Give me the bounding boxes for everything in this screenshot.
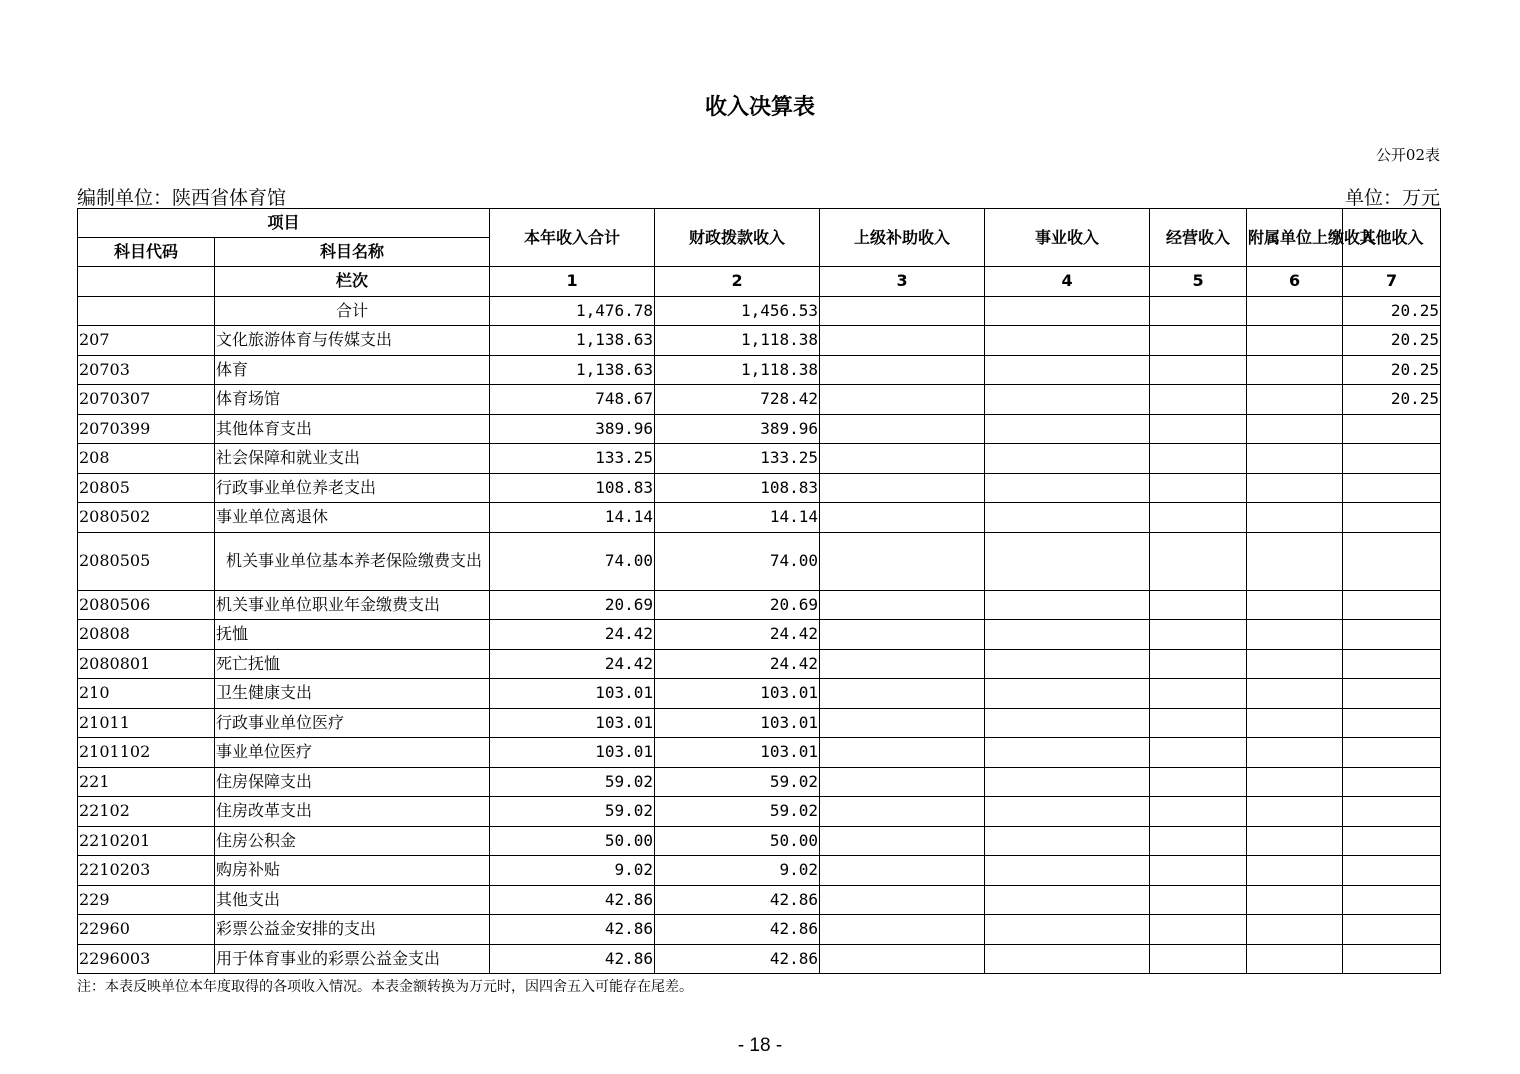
row-operating — [1150, 620, 1247, 650]
table-row — [78, 444, 1441, 474]
row-name: 事业单位离退休 — [215, 503, 490, 533]
row-fiscal: 20.69 — [655, 590, 820, 620]
row-business — [985, 532, 1150, 590]
row-name: 住房公积金 — [215, 826, 490, 856]
row-code: 210 — [78, 679, 215, 709]
row-total: 42.86 — [490, 944, 655, 974]
row-fiscal: 74.00 — [655, 532, 820, 590]
row-affiliated — [1247, 826, 1343, 856]
row-total: 14.14 — [490, 503, 655, 533]
row-other: 20.25 — [1343, 385, 1441, 415]
header-other: 其他收入 — [1343, 209, 1441, 267]
row-name: 文化旅游体育与传媒支出 — [215, 326, 490, 356]
row-name: 死亡抚恤 — [215, 649, 490, 679]
row-total: 42.86 — [490, 915, 655, 945]
row-total: 103.01 — [490, 738, 655, 768]
row-business — [985, 444, 1150, 474]
row-operating — [1150, 444, 1247, 474]
table-row — [78, 679, 1441, 709]
form-number: 公开02表 — [1375, 146, 1440, 164]
row-fiscal: 108.83 — [655, 473, 820, 503]
row-affiliated — [1247, 503, 1343, 533]
row-other — [1343, 797, 1441, 827]
row-total: 103.01 — [490, 708, 655, 738]
row-operating — [1150, 944, 1247, 974]
row-total: 1,138.63 — [490, 355, 655, 385]
table-row — [78, 826, 1441, 856]
row-other: 20.25 — [1343, 355, 1441, 385]
row-affiliated — [1247, 414, 1343, 444]
row-operating — [1150, 503, 1247, 533]
row-total: 59.02 — [490, 767, 655, 797]
header-superior: 上级补助收入 — [820, 209, 985, 267]
header-project: 项目 — [78, 209, 490, 238]
row-name: 抚恤 — [215, 620, 490, 650]
total-total: 1,476.78 — [490, 296, 655, 326]
header-business: 事业收入 — [985, 209, 1150, 267]
row-total: 9.02 — [490, 856, 655, 886]
row-superior — [820, 590, 985, 620]
row-fiscal: 1,118.38 — [655, 355, 820, 385]
col-num: 3 — [820, 267, 985, 297]
col-label: 栏次 — [215, 267, 490, 297]
row-affiliated — [1247, 915, 1343, 945]
row-code: 2296003 — [78, 944, 215, 974]
row-superior — [820, 503, 985, 533]
row-other — [1343, 590, 1441, 620]
row-other — [1343, 503, 1441, 533]
row-business — [985, 649, 1150, 679]
table-row — [78, 326, 1441, 356]
row-operating — [1150, 915, 1247, 945]
total-other: 20.25 — [1343, 296, 1441, 326]
row-other — [1343, 885, 1441, 915]
row-code: 21011 — [78, 708, 215, 738]
row-superior — [820, 620, 985, 650]
row-fiscal: 24.42 — [655, 620, 820, 650]
org-label: 编制单位：陕西省体育馆 — [77, 187, 287, 209]
row-operating — [1150, 590, 1247, 620]
row-affiliated — [1247, 444, 1343, 474]
row-total: 133.25 — [490, 444, 655, 474]
row-superior — [820, 532, 985, 590]
row-fiscal: 103.01 — [655, 738, 820, 768]
row-name: 行政事业单位医疗 — [215, 708, 490, 738]
row-affiliated — [1247, 856, 1343, 886]
row-other — [1343, 532, 1441, 590]
row-name: 社会保障和就业支出 — [215, 444, 490, 474]
row-operating — [1150, 767, 1247, 797]
row-name: 体育场馆 — [215, 385, 490, 415]
row-business — [985, 473, 1150, 503]
row-affiliated — [1247, 767, 1343, 797]
row-business — [985, 503, 1150, 533]
row-other — [1343, 473, 1441, 503]
row-operating — [1150, 679, 1247, 709]
row-total: 74.00 — [490, 532, 655, 590]
row-operating — [1150, 856, 1247, 886]
table-row — [78, 797, 1441, 827]
row-fiscal: 389.96 — [655, 414, 820, 444]
row-fiscal: 103.01 — [655, 708, 820, 738]
header-name: 科目名称 — [215, 238, 490, 267]
row-other — [1343, 620, 1441, 650]
row-total: 108.83 — [490, 473, 655, 503]
row-business — [985, 708, 1150, 738]
row-affiliated — [1247, 679, 1343, 709]
col-num: 6 — [1247, 267, 1343, 297]
row-code: 207 — [78, 326, 215, 356]
row-business — [985, 326, 1150, 356]
row-fiscal: 50.00 — [655, 826, 820, 856]
row-other — [1343, 738, 1441, 768]
row-name: 其他体育支出 — [215, 414, 490, 444]
row-code: 229 — [78, 885, 215, 915]
row-affiliated — [1247, 708, 1343, 738]
row-affiliated — [1247, 473, 1343, 503]
col-num: 1 — [490, 267, 655, 297]
row-superior — [820, 414, 985, 444]
row-code: 2070399 — [78, 414, 215, 444]
row-name: 事业单位医疗 — [215, 738, 490, 768]
row-code: 22960 — [78, 915, 215, 945]
row-code: 20805 — [78, 473, 215, 503]
row-name: 体育 — [215, 355, 490, 385]
row-total: 389.96 — [490, 414, 655, 444]
row-name: 用于体育事业的彩票公益金支出 — [215, 944, 490, 974]
row-total: 24.42 — [490, 620, 655, 650]
row-other — [1343, 915, 1441, 945]
row-fiscal: 59.02 — [655, 797, 820, 827]
row-other — [1343, 679, 1441, 709]
row-affiliated — [1247, 355, 1343, 385]
row-fiscal: 103.01 — [655, 679, 820, 709]
row-superior — [820, 355, 985, 385]
row-affiliated — [1247, 385, 1343, 415]
row-fiscal: 728.42 — [655, 385, 820, 415]
table-row — [78, 944, 1441, 974]
row-operating — [1150, 326, 1247, 356]
row-code: 208 — [78, 444, 215, 474]
row-code: 2080505 — [78, 532, 215, 590]
col-num: 2 — [655, 267, 820, 297]
row-code: 221 — [78, 767, 215, 797]
table-row — [78, 355, 1441, 385]
row-other — [1343, 708, 1441, 738]
row-fiscal: 133.25 — [655, 444, 820, 474]
row-fiscal: 1,118.38 — [655, 326, 820, 356]
row-code: 2080506 — [78, 590, 215, 620]
row-superior — [820, 444, 985, 474]
row-affiliated — [1247, 326, 1343, 356]
row-fiscal: 42.86 — [655, 944, 820, 974]
row-operating — [1150, 355, 1247, 385]
table-row — [78, 708, 1441, 738]
row-code: 20808 — [78, 620, 215, 650]
row-affiliated — [1247, 944, 1343, 974]
row-operating — [1150, 414, 1247, 444]
row-operating — [1150, 473, 1247, 503]
row-other — [1343, 767, 1441, 797]
row-name: 机关事业单位基本养老保险缴费支出 — [215, 532, 490, 590]
table-row — [78, 590, 1441, 620]
row-other — [1343, 649, 1441, 679]
row-code: 2101102 — [78, 738, 215, 768]
table-row — [78, 856, 1441, 886]
row-fiscal: 9.02 — [655, 856, 820, 886]
row-affiliated — [1247, 797, 1343, 827]
row-name: 其他支出 — [215, 885, 490, 915]
row-operating — [1150, 797, 1247, 827]
table-row — [78, 738, 1441, 768]
row-code: 2210203 — [78, 856, 215, 886]
header-operating: 经营收入 — [1150, 209, 1247, 267]
row-operating — [1150, 385, 1247, 415]
row-superior — [820, 649, 985, 679]
total-row — [78, 296, 1441, 326]
row-affiliated — [1247, 649, 1343, 679]
row-operating — [1150, 708, 1247, 738]
row-other — [1343, 944, 1441, 974]
table-row — [78, 503, 1441, 533]
col-num: 5 — [1150, 267, 1247, 297]
row-name: 机关事业单位职业年金缴费支出 — [215, 590, 490, 620]
row-superior — [820, 473, 985, 503]
table-row — [78, 915, 1441, 945]
row-other: 20.25 — [1343, 326, 1441, 356]
col-label-blank — [78, 267, 215, 297]
row-superior — [820, 708, 985, 738]
row-business — [985, 679, 1150, 709]
row-fiscal: 24.42 — [655, 649, 820, 679]
row-name: 卫生健康支出 — [215, 679, 490, 709]
table-row — [78, 473, 1441, 503]
page-number: - 18 - — [737, 1035, 783, 1056]
row-total: 20.69 — [490, 590, 655, 620]
row-business — [985, 414, 1150, 444]
row-name: 住房保障支出 — [215, 767, 490, 797]
row-affiliated — [1247, 738, 1343, 768]
row-superior — [820, 915, 985, 945]
table-row — [78, 414, 1441, 444]
table-row — [78, 532, 1441, 590]
row-business — [985, 355, 1150, 385]
row-operating — [1150, 826, 1247, 856]
row-affiliated — [1247, 532, 1343, 590]
row-total: 42.86 — [490, 885, 655, 915]
row-business — [985, 944, 1150, 974]
row-other — [1343, 414, 1441, 444]
row-fiscal: 42.86 — [655, 885, 820, 915]
col-num: 7 — [1343, 267, 1441, 297]
header-affiliated: 附属单位上缴收入 — [1247, 209, 1343, 267]
row-business — [985, 385, 1150, 415]
row-business — [985, 856, 1150, 886]
row-business — [985, 620, 1150, 650]
row-business — [985, 885, 1150, 915]
row-code: 2080801 — [78, 649, 215, 679]
footnote: 注：本表反映单位本年度取得的各项收入情况。本表金额转换为万元时，因四舍五入可能存在尾差。 — [77, 979, 693, 995]
header-total: 本年收入合计 — [490, 209, 655, 267]
table-row — [78, 649, 1441, 679]
row-code: 2070307 — [78, 385, 215, 415]
row-name: 彩票公益金安排的支出 — [215, 915, 490, 945]
row-operating — [1150, 649, 1247, 679]
row-name: 行政事业单位养老支出 — [215, 473, 490, 503]
table-row — [78, 767, 1441, 797]
row-fiscal: 59.02 — [655, 767, 820, 797]
total-fiscal: 1,456.53 — [655, 296, 820, 326]
row-name: 购房补贴 — [215, 856, 490, 886]
row-code: 22102 — [78, 797, 215, 827]
row-total: 1,138.63 — [490, 326, 655, 356]
table-row — [78, 620, 1441, 650]
row-fiscal: 42.86 — [655, 915, 820, 945]
row-operating — [1150, 738, 1247, 768]
row-fiscal: 14.14 — [655, 503, 820, 533]
total-label: 合计 — [215, 296, 490, 326]
row-operating — [1150, 532, 1247, 590]
row-other — [1343, 444, 1441, 474]
row-business — [985, 797, 1150, 827]
income-table — [77, 208, 1441, 974]
row-business — [985, 767, 1150, 797]
row-superior — [820, 326, 985, 356]
row-total: 59.02 — [490, 797, 655, 827]
row-superior — [820, 767, 985, 797]
row-superior — [820, 385, 985, 415]
row-total: 103.01 — [490, 679, 655, 709]
row-name: 住房改革支出 — [215, 797, 490, 827]
table-row — [78, 885, 1441, 915]
row-superior — [820, 679, 985, 709]
row-superior — [820, 738, 985, 768]
row-total: 24.42 — [490, 649, 655, 679]
row-business — [985, 915, 1150, 945]
row-operating — [1150, 885, 1247, 915]
row-superior — [820, 944, 985, 974]
row-code: 2080502 — [78, 503, 215, 533]
row-affiliated — [1247, 590, 1343, 620]
header-code: 科目代码 — [78, 238, 215, 267]
col-num: 4 — [985, 267, 1150, 297]
row-total: 50.00 — [490, 826, 655, 856]
row-business — [985, 738, 1150, 768]
row-business — [985, 826, 1150, 856]
table-row — [78, 385, 1441, 415]
row-code: 2210201 — [78, 826, 215, 856]
row-other — [1343, 826, 1441, 856]
row-total: 748.67 — [490, 385, 655, 415]
row-superior — [820, 856, 985, 886]
row-affiliated — [1247, 885, 1343, 915]
row-code: 20703 — [78, 355, 215, 385]
total-code — [78, 296, 215, 326]
row-business — [985, 590, 1150, 620]
row-superior — [820, 797, 985, 827]
row-affiliated — [1247, 620, 1343, 650]
page-title: 收入决算表 — [704, 95, 815, 120]
row-other — [1343, 856, 1441, 886]
row-superior — [820, 826, 985, 856]
row-superior — [820, 885, 985, 915]
unit-label: 单位：万元 — [1344, 187, 1440, 209]
header-fiscal: 财政拨款收入 — [655, 209, 820, 267]
